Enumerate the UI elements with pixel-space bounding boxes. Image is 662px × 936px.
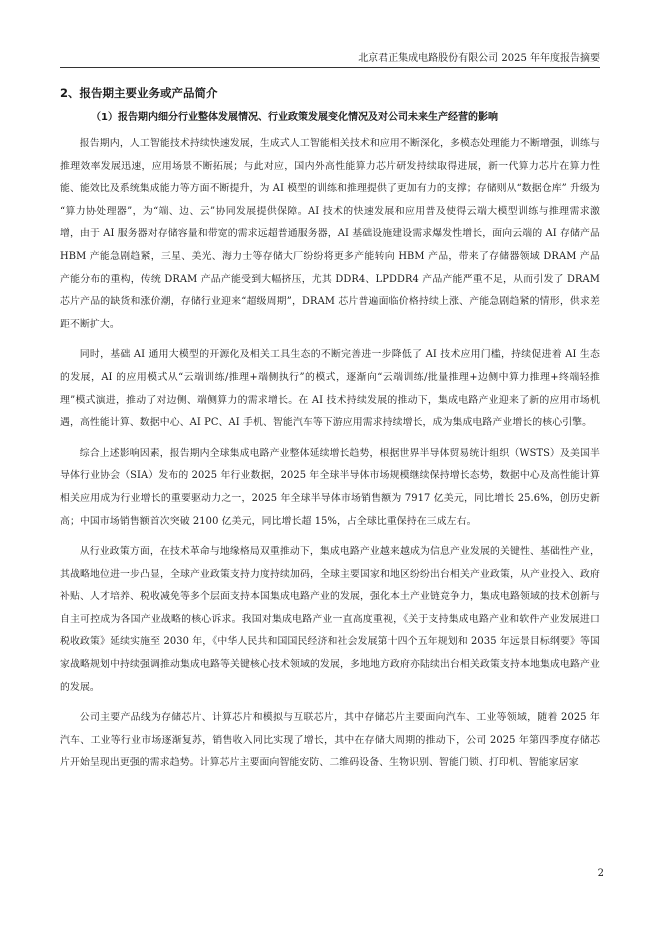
paragraph-policy: 从行业政策方面，在技术革命与地缘格局双重推动下，集成电路产业越来越成为信息产业发展的关键性、基础性产业，其战略地位进一步凸显，全球产业政策支持力度持续加码，全球主要国家和地区纷纷出台相关产业政策，从产业投入、政府补贴、人才培养、税收减免等多个层面支持本国集成电路产业的发展，强化本土产业链竞争力，集成电路领域的技术创新与自主可控成为各国产业战略的核心诉求。我国对集成电路产业一直高度重视，《关于支持集成电路产业和软件产业发展进口税收政策》延续实施至 2030 年，《中华人民共和国国民经济和社会发展第十四个五年规划和 2035 年远景目标纲要》等国家战略规划中持续强调推动集成电路等关键核心技术领域的发展，多地地方政府亦陆续出台相关政策支持本地集成电路产业的发展。 <box>60 546 600 693</box>
paragraph-company-products: 公司主要产品线为存储芯片、计算芯片和模拟与互联芯片，其中存储芯片主要面向汽车、工业等领域，随着 2025 年汽车、工业等行业市场逐渐复苏，销售收入同比实现了增长，其中在存储大周期的推动下，公司 2025 年第四季度存储芯片开始呈现出更强的需求趋势。计算芯片主要面向智能安防、二维码设备、生物识别、智能门锁、打印机、智能家居家 <box>60 712 600 769</box>
header-divider <box>60 67 600 68</box>
section-heading: 2、报告期主要业务或产品简介 <box>60 86 218 100</box>
page-number: 2 <box>597 868 604 879</box>
paragraph-market-data: 综合上述影响因素，报告期内全球集成电路产业整体延续增长趋势，根据世界半导体贸易统计组织（WSTS）及美国半导体行业协会（SIA）发布的 2025 年行业数据，2025 年全球半导体市场规模继续保持增长态势，数据中心及高性能计算相关应用成为行业增长的重要驱动力之一，2025 年全球半导体市场销售额为 7917 亿美元，同比增长 25.6%，创历史新高；中国市场销售额首次突破 2100 亿美元，同比增长超 15%，占全球比重保持在三成左右。 <box>60 447 600 527</box>
paragraph-industry-overview: 报告期内，人工智能技术持续快速发展，生成式人工智能相关技术和应用不断深化，多模态处理能力不断增强，训练与推理效率发展迅速，应用场景不断拓展；与此对应，国内外高性能算力芯片研发持续取得进展，新一代算力芯片在算力性能、能效比及系统集成能力等方面不断提升，为 AI 模型的训练和推理提供了更加有力的支撑；存储则从“数据仓库” 升级为 “算力协处理器”，为“端、边、云”协同发展提供保障。AI 技术的快速发展和应用普及使得云端大模型训练与推理需求激增，由于 AI 服务器对存储容量和带宽的需求远超普通服务器，AI 基础设施建设需求爆发性增长，面向云端的 AI 存储产品 HBM 产能急剧趋紧，三星、美光、海力士等存储大厂纷纷将更多产能转向 HBM 产品，带来了存储器领域 DRAM 产品产能分布的重构，传统 DRAM 产品产能受到大幅挤压，尤其 DDR4、LPDDR4 产品产能严重不足，从而引发了 DRAM 芯片产品的缺货和涨价潮，存储行业迎来“超级周期”，DRAM 芯片普遍面临价格持续上涨、产能急剧趋紧的情形，供求差距不断扩大。 <box>60 138 600 330</box>
subsection-heading: （1）报告期内细分行业整体发展情况、行业政策发展变化情况及对公司未来生产经营的影响 <box>91 112 498 123</box>
report-header: 北京君正集成电路股份有限公司 2025 年年度报告摘要 <box>358 53 600 64</box>
paragraph-ai-application: 同时，基础 AI 通用大模型的开源化及相关工具生态的不断完善进一步降低了 AI 技术应用门槛，持续促进着 AI 生态的发展，AI 的应用模式从“云端训练/推理+端侧执行”的模式，逐渐向“云端训练/批量推理+边侧中算力推理+终端轻推理”模式演进，推动了对边侧、端侧算力的需求增长。在 AI 技术持续发展的推动下，集成电路产业迎来了新的应用市场机遇，高性能计算、数据中心、AI PC、AI 手机、智能汽车等下游应用需求持续增长，成为集成电路产业增长的核心引擎。 <box>60 349 600 429</box>
body-text <box>60 133 600 783</box>
